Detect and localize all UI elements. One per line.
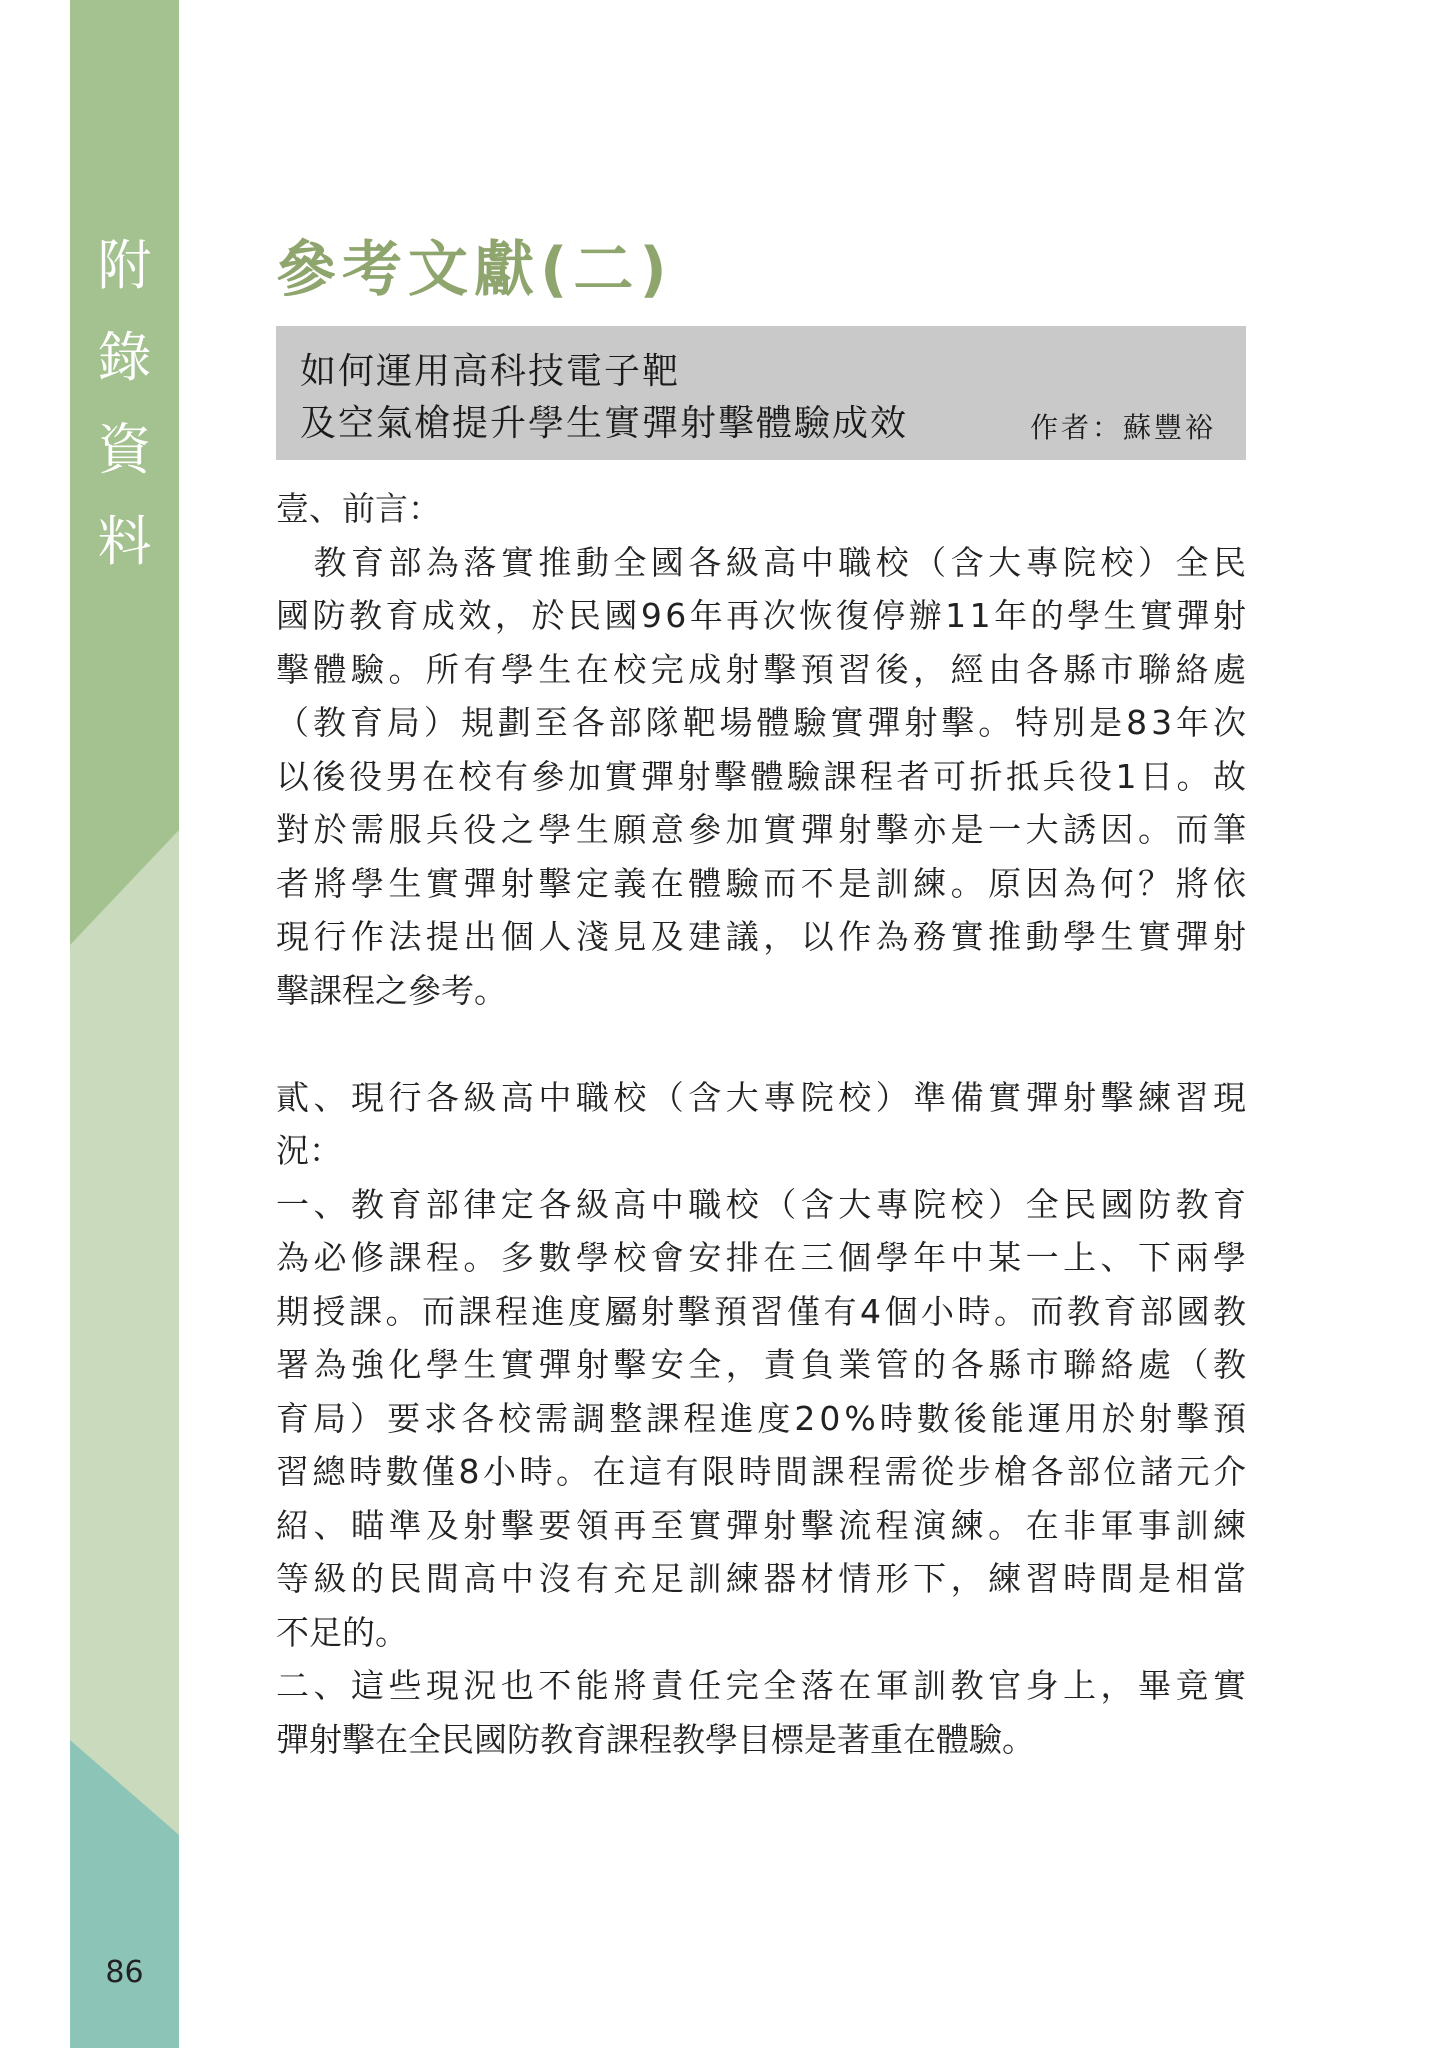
body-line: 以後役男在校有參加實彈射擊體驗課程者可折抵兵役1日。故 (276, 756, 1250, 796)
appendix-char: 料 (97, 510, 152, 573)
body-line: 二、這些現況也不能將責任完全落在軍訓教官身上，畢竟實 (276, 1666, 1251, 1705)
body-line: 擊課程之參考。 (276, 970, 507, 1010)
body-line: 教育部為落實推動全國各級高中職校（含大專院校）全民 (276, 542, 1251, 582)
appendix-char: 資 (97, 418, 152, 481)
article-author: 作者：蘇豐裕 (1029, 411, 1216, 444)
page-number: 86 (105, 1955, 144, 1990)
article-body (276, 482, 1251, 1766)
appendix-char: 錄 (97, 326, 152, 389)
body-line: 不足的。 (276, 1612, 408, 1652)
paragraph-gap (276, 1017, 1246, 1071)
body-line: 壹、前言： (276, 489, 441, 528)
body-line: 貳、現行各級高中職校（含大專院校）準備實彈射擊練習現 (276, 1077, 1251, 1117)
appendix-char: 附 (97, 234, 152, 297)
article-title (300, 346, 908, 450)
body-line: 彈射擊在全民國防教育課程教學目標是著重在體驗。 (276, 1719, 1035, 1759)
body-line: 對於需服兵役之學生願意參加實彈射擊亦是一大誘因。而筆 (276, 810, 1251, 849)
body-line: 擊體驗。所有學生在校完成射擊預習後，經由各縣市聯絡處 (276, 649, 1251, 689)
body-line: 國防教育成效，於民國96年再次恢復停辦11年的學生實彈射 (276, 596, 1250, 635)
body-line: 署為強化學生實彈射擊安全，責負業管的各縣市聯絡處（教 (276, 1345, 1251, 1384)
body-line: 現行作法提出個人淺見及建議，以作為務實推動學生實彈射 (276, 917, 1251, 956)
body-line: 為必修課程。多數學校會安排在三個學年中某一上、下兩學 (276, 1238, 1251, 1277)
article-title-line: 及空氣槍提升學生實彈射擊體驗成效 (300, 403, 909, 444)
body-line: （教育局）規劃至各部隊靶場體驗實彈射擊。特別是83年次 (276, 703, 1250, 742)
body-line: 紹、瞄準及射擊要領再至實彈射擊流程演練。在非軍事訓練 (276, 1505, 1251, 1545)
body-line: 習總時數僅8小時。在這有限時間課程需從步槍各部位諸元介 (276, 1452, 1250, 1491)
body-line: 育局）要求各校需調整課程進度20%時數後能運用於射擊預 (276, 1398, 1251, 1438)
body-line: 期授課。而課程進度屬射擊預習僅有4個小時。而教育部國教 (276, 1291, 1250, 1331)
appendix-label (70, 220, 179, 588)
body-line: 者將學生實彈射擊定義在體驗而不是訓練。原因為何？將依 (276, 863, 1251, 903)
body-line: 況： (276, 1131, 342, 1170)
body-line: 一、教育部律定各級高中職校（含大專院校）全民國防教育 (276, 1184, 1251, 1224)
article-header-box (276, 326, 1246, 460)
body-line: 等級的民間高中沒有充足訓練器材情形下，練習時間是相當 (276, 1559, 1251, 1598)
article-title-line: 如何運用高科技電子靶 (300, 351, 681, 392)
section-title: 參考文獻(二) (276, 235, 673, 305)
